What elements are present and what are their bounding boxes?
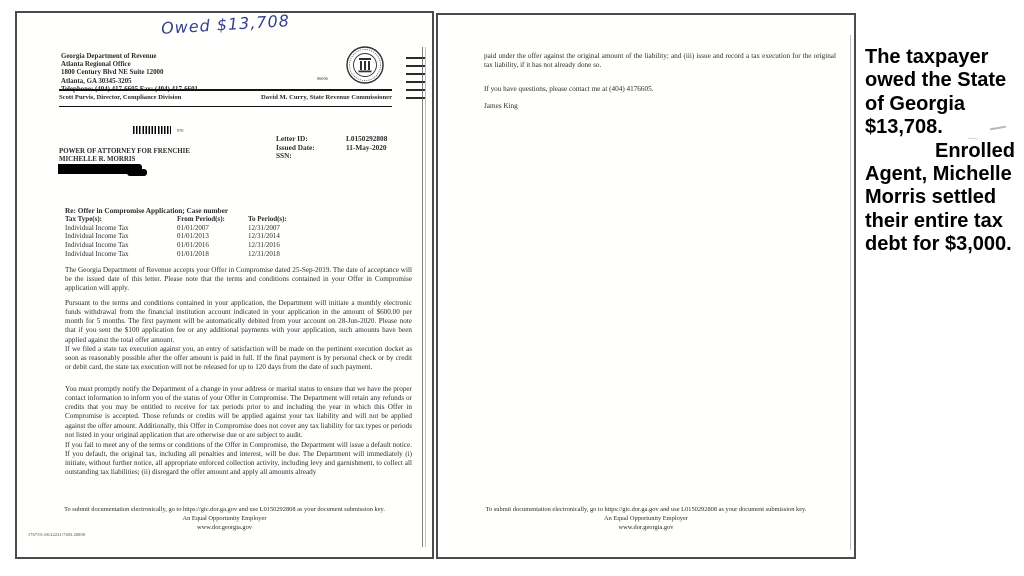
agency-office: Atlanta Regional Office (61, 61, 131, 69)
barcode-number: 970 (177, 128, 184, 133)
redaction-bar-tail (127, 169, 147, 176)
recipient-line2: MICHELLE R. MORRIS (59, 156, 136, 164)
letter-id-label: Letter ID: (276, 134, 308, 143)
page2-footer (438, 505, 854, 532)
note-line: Enrolled (934, 139, 1015, 162)
contact-line: If you have questions, please contact me at (404) 4176605. (484, 85, 654, 93)
note-line: owed the State (865, 69, 1007, 92)
recipient-line1: POWER OF ATTORNEY FOR FRENCHIE (59, 148, 190, 155)
table-cell: Individual Income Tax (65, 232, 129, 241)
footer-url-line: www.dor.georgia.gov (196, 524, 253, 531)
ssn-value (346, 152, 387, 161)
recipient-block (59, 148, 190, 165)
agency-address-line1: 1800 Century Blvd NE Suite 12000 (61, 69, 164, 77)
scan-edge-line (850, 35, 851, 550)
footer-submission-line: To submit documentation electronically, go to https://gtc.dor.ga.gov and use L0150292808 as your document submission key. (485, 506, 807, 513)
table-cell: 12/31/2018 (248, 249, 280, 258)
officials-row (59, 94, 392, 101)
tax-periods-table (65, 215, 338, 259)
col-header-to-period: To Period(s): (248, 215, 287, 223)
commissioner-name: David M. Curry, State Revenue Commissioner (261, 94, 392, 101)
note-line: $13,708. (865, 116, 943, 139)
issued-date-label: Issued Date: (276, 142, 315, 152)
note-line: The taxpayer (865, 46, 989, 68)
case-summary-note (865, 46, 1015, 257)
agency-name: Georgia Department of Revenue (61, 53, 157, 60)
agency-address-block (61, 53, 198, 94)
col-header-from-period: From Period(s): (177, 215, 225, 223)
table-cell: Individual Income Tax (65, 249, 129, 258)
table-cell: 01/01/2016 (177, 241, 209, 250)
note-line: Agent, Michelle (865, 163, 1012, 186)
header-rule-bottom (59, 106, 392, 107)
note-line: debt for $3,000. (865, 233, 1012, 256)
letter-meta-block (276, 135, 387, 161)
body-paragraph-2: Pursuant to the terms and conditions contained in your application, the Department will initiate a monthly electronic funds withdrawal from the financial institution account indicated in your application in the amount of $600.00 per month for 5 months. The first payment will be automatically debited from your account on 28-Jun-2020. Please note that if you sent the $100 application fee or any additional payments with your application, such amounts have been applied against the total offer amount. (65, 299, 412, 344)
table-cell: 01/01/2007 (177, 223, 209, 232)
scan-edge-line-2 (425, 47, 426, 547)
table-cell: 01/01/2018 (177, 249, 209, 258)
body-paragraph-1: The Georgia Department of Revenue accepts your Offer in Compromise dated 25-Sep-2019. The date of acceptance will be the issued date of this letter. Please note that the terms and conditions contained in your Offer in Compromise application will apply. (65, 266, 412, 293)
table-cell: 01/01/2013 (177, 232, 209, 241)
header-rule-top (59, 89, 392, 91)
letter-page-2 (436, 13, 856, 559)
body-paragraph-5: If you fail to meet any of the terms or conditions of the Offer in Compromise, the Department will issue a default notice. If you default, the original tax, including all penalties and interest, will be due. The Department will immediately (i) initiate, without further notice, all appropriate enforced collection activity, including levy and garnishment, to collect all outstanding tax liabilities; (ii) disregard the offer amount and apply all amounts already (65, 441, 412, 477)
table-cell: Individual Income Tax (65, 223, 129, 232)
footer-eoe-line: An Equal Opportunity Employer (604, 515, 688, 522)
table-cell: 12/31/2016 (248, 241, 280, 250)
seal-number: 86006 (317, 76, 328, 81)
col-header-tax-type: Tax Type(s): (65, 215, 103, 223)
table-cell: Individual Income Tax (65, 241, 129, 250)
footer-url-line: www.dor.georgia.gov (618, 524, 674, 531)
director-name: Scott Purvis, Director, Compliance Division (59, 94, 182, 101)
note-line: of Georgia (865, 92, 966, 115)
footer-submission-line: To submit documentation electronically, go to https://gtc.dor.ga.gov and use L0150292808 as your document submission key. (64, 506, 385, 513)
georgia-state-seal-icon (345, 45, 385, 85)
page2-paragraph: paid under the offer against the original amount of the liability; and (iii) issue and record a tax execution for the original tax liability, if it has not already done so. (484, 52, 836, 70)
signer-name: James King (484, 102, 518, 110)
re-subject-line: Re: Offer in Compromise Application; Case number (65, 206, 229, 215)
letter-page-1 (15, 11, 434, 559)
body-paragraph-3: If we filed a state tax execution against you, an entry of satisfaction will be made on the pertinent execution docket as soon as reasonably possible after the offer amount is paid in full. If the final payment is by personal check or by credit or debit card, the state tax execution will not be released for up to 120 days from the date of such payment. (65, 345, 412, 372)
handwritten-note: Owed $13,708 (160, 11, 291, 38)
form-code: 1767/01.06/22221/7403.20000 (28, 532, 86, 537)
body-paragraph-4: You must promptly notify the Department of a change in your address or marital status to ensure that we have the proper contact information to inform you of the status of your Offer in Compromise. The Department will retain any refunds or credits that you may be entitled to receive for tax periods prior to and including the year in which this Offer in Compromise is accepted. Those refunds or credits will be applied against your tax liability and will not be applied against the offer amount. Additionally, this Offer in Compromise does not cover any tax liability for tax types or periods not listed in your original application that are otherwise due or are subject to audit. (65, 385, 412, 439)
scan-edge-line (422, 47, 423, 547)
note-line: Morris settled (865, 186, 997, 209)
barcode (133, 126, 171, 134)
issued-date-value: 11-May-2020 (346, 142, 387, 152)
ssn-label: SSN: (276, 151, 292, 161)
table-cell: 12/31/2007 (248, 223, 280, 232)
agency-address-line2: Atlanta, GA 30345-3205 (61, 77, 132, 85)
page1-footer (17, 505, 432, 532)
table-cell: 12/31/2014 (248, 232, 280, 241)
letter-id-value: L0150292808 (346, 134, 388, 143)
footer-eoe-line: An Equal Opportunity Employer (182, 515, 267, 522)
note-line: their entire tax (865, 209, 1003, 232)
